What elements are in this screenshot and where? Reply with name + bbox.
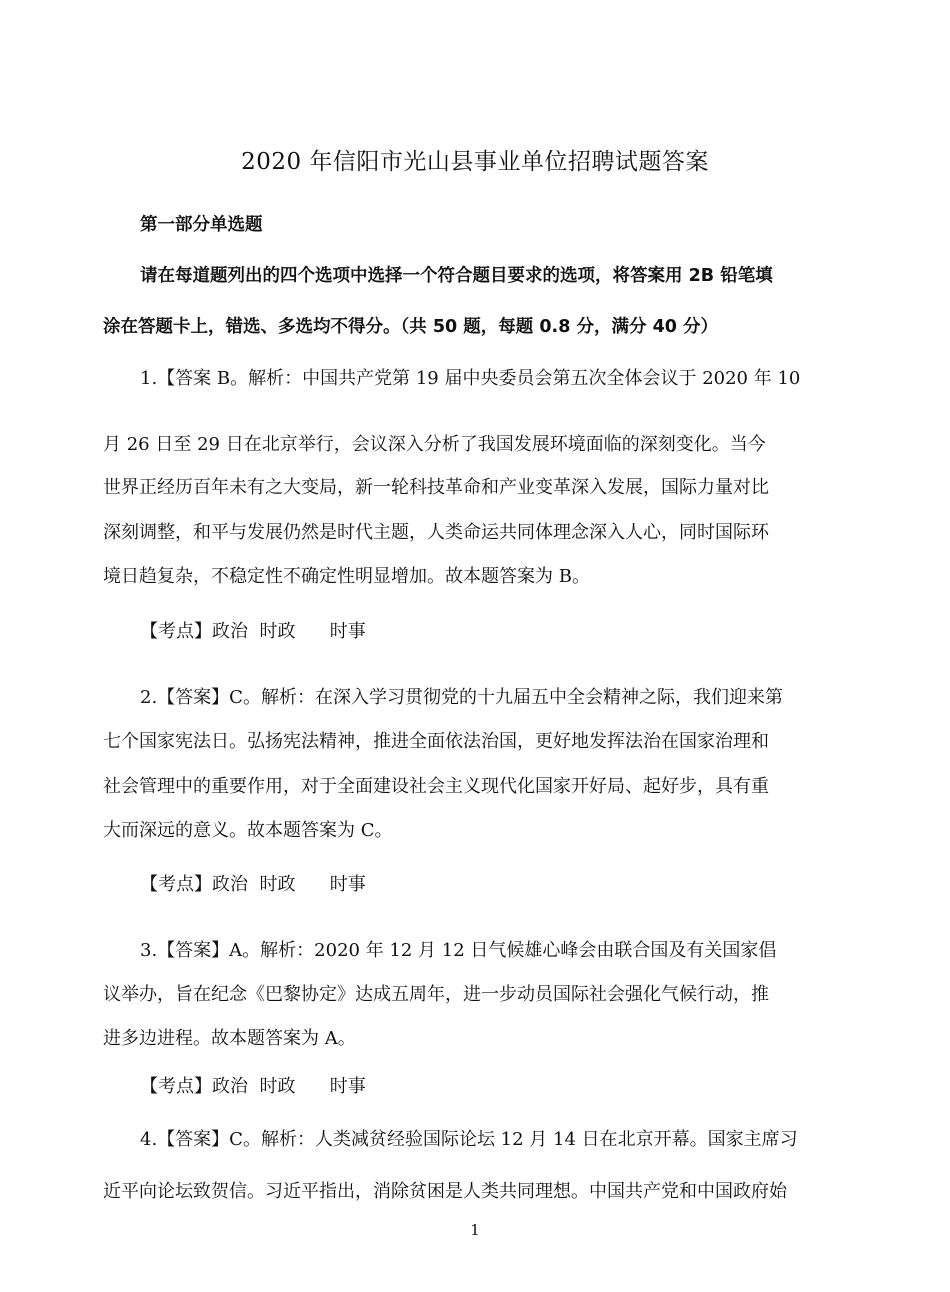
q3-kaodian: 【考点】政治 时政 时事 — [140, 1076, 366, 1097]
q3-line-1: 3.【答案】A。解析：2020 年 12 月 12 日气候雄心峰会由联合国及有关国家倡 — [140, 940, 777, 961]
document-title: 2020 年信阳市光山县事业单位招聘试题答案 — [241, 149, 709, 175]
q4-line-2: 近平向论坛致贺信。习近平指出，消除贫困是人类共同理想。中国共产党和中国政府始 — [103, 1181, 787, 1202]
q2-line-4: 大而深远的意义。故本题答案为 C。 — [103, 820, 393, 841]
q2-line-2: 七个国家宪法日。弘扬宪法精神，推进全面依法治国，更好地发挥法治在国家治理和 — [103, 731, 769, 752]
q1-line-1: 1.【答案 B。解析：中国共产党第 19 届中央委员会第五次全体会议于 2020 年 10 — [140, 368, 801, 389]
q3-line-2: 议举办，旨在纪念《巴黎协定》达成五周年，进一步动员国际社会强化气候行动，推 — [103, 984, 769, 1005]
q4-line-1: 4.【答案】C。解析：人类减贫经验国际论坛 12 月 14 日在北京开幕。国家主席习 — [140, 1129, 798, 1150]
q1-line-3: 世界正经历百年未有之大变局，新一轮科技革命和产业变革深入发展，国际力量对比 — [103, 477, 769, 498]
q1-line-4: 深刻调整，和平与发展仍然是时代主题，人类命运共同体理念深入人心，同时国际环 — [103, 522, 769, 543]
q3-line-3: 进多边进程。故本题答案为 A。 — [103, 1028, 356, 1049]
q1-kaodian: 【考点】政治 时政 时事 — [140, 621, 366, 642]
q2-kaodian: 【考点】政治 时政 时事 — [140, 874, 366, 895]
q2-line-1: 2.【答案】C。解析：在深入学习贯彻党的十九届五中全会精神之际，我们迎来第 — [140, 687, 783, 708]
instructions-line-1: 请在每道题列出的四个选项中选择一个符合题目要求的选项，将答案用 2B 铅笔填 — [140, 266, 773, 286]
section-heading: 第一部分单选题 — [140, 215, 263, 235]
instructions-line-2: 涂在答题卡上，错选、多选均不得分。（共 50 题，每题 0.8 分，满分 40 分） — [103, 317, 719, 337]
q2-line-3: 社会管理中的重要作用，对于全面建设社会主义现代化国家开好局、起好步，具有重 — [103, 776, 769, 797]
q1-line-2: 月 26 日至 29 日在北京举行，会议深入分析了我国发展环境面临的深刻变化。当今 — [103, 434, 766, 455]
page-number: 1 — [470, 1221, 480, 1239]
q1-line-5: 境日趋复杂，不稳定性不确定性明显增加。故本题答案为 B。 — [103, 566, 590, 587]
